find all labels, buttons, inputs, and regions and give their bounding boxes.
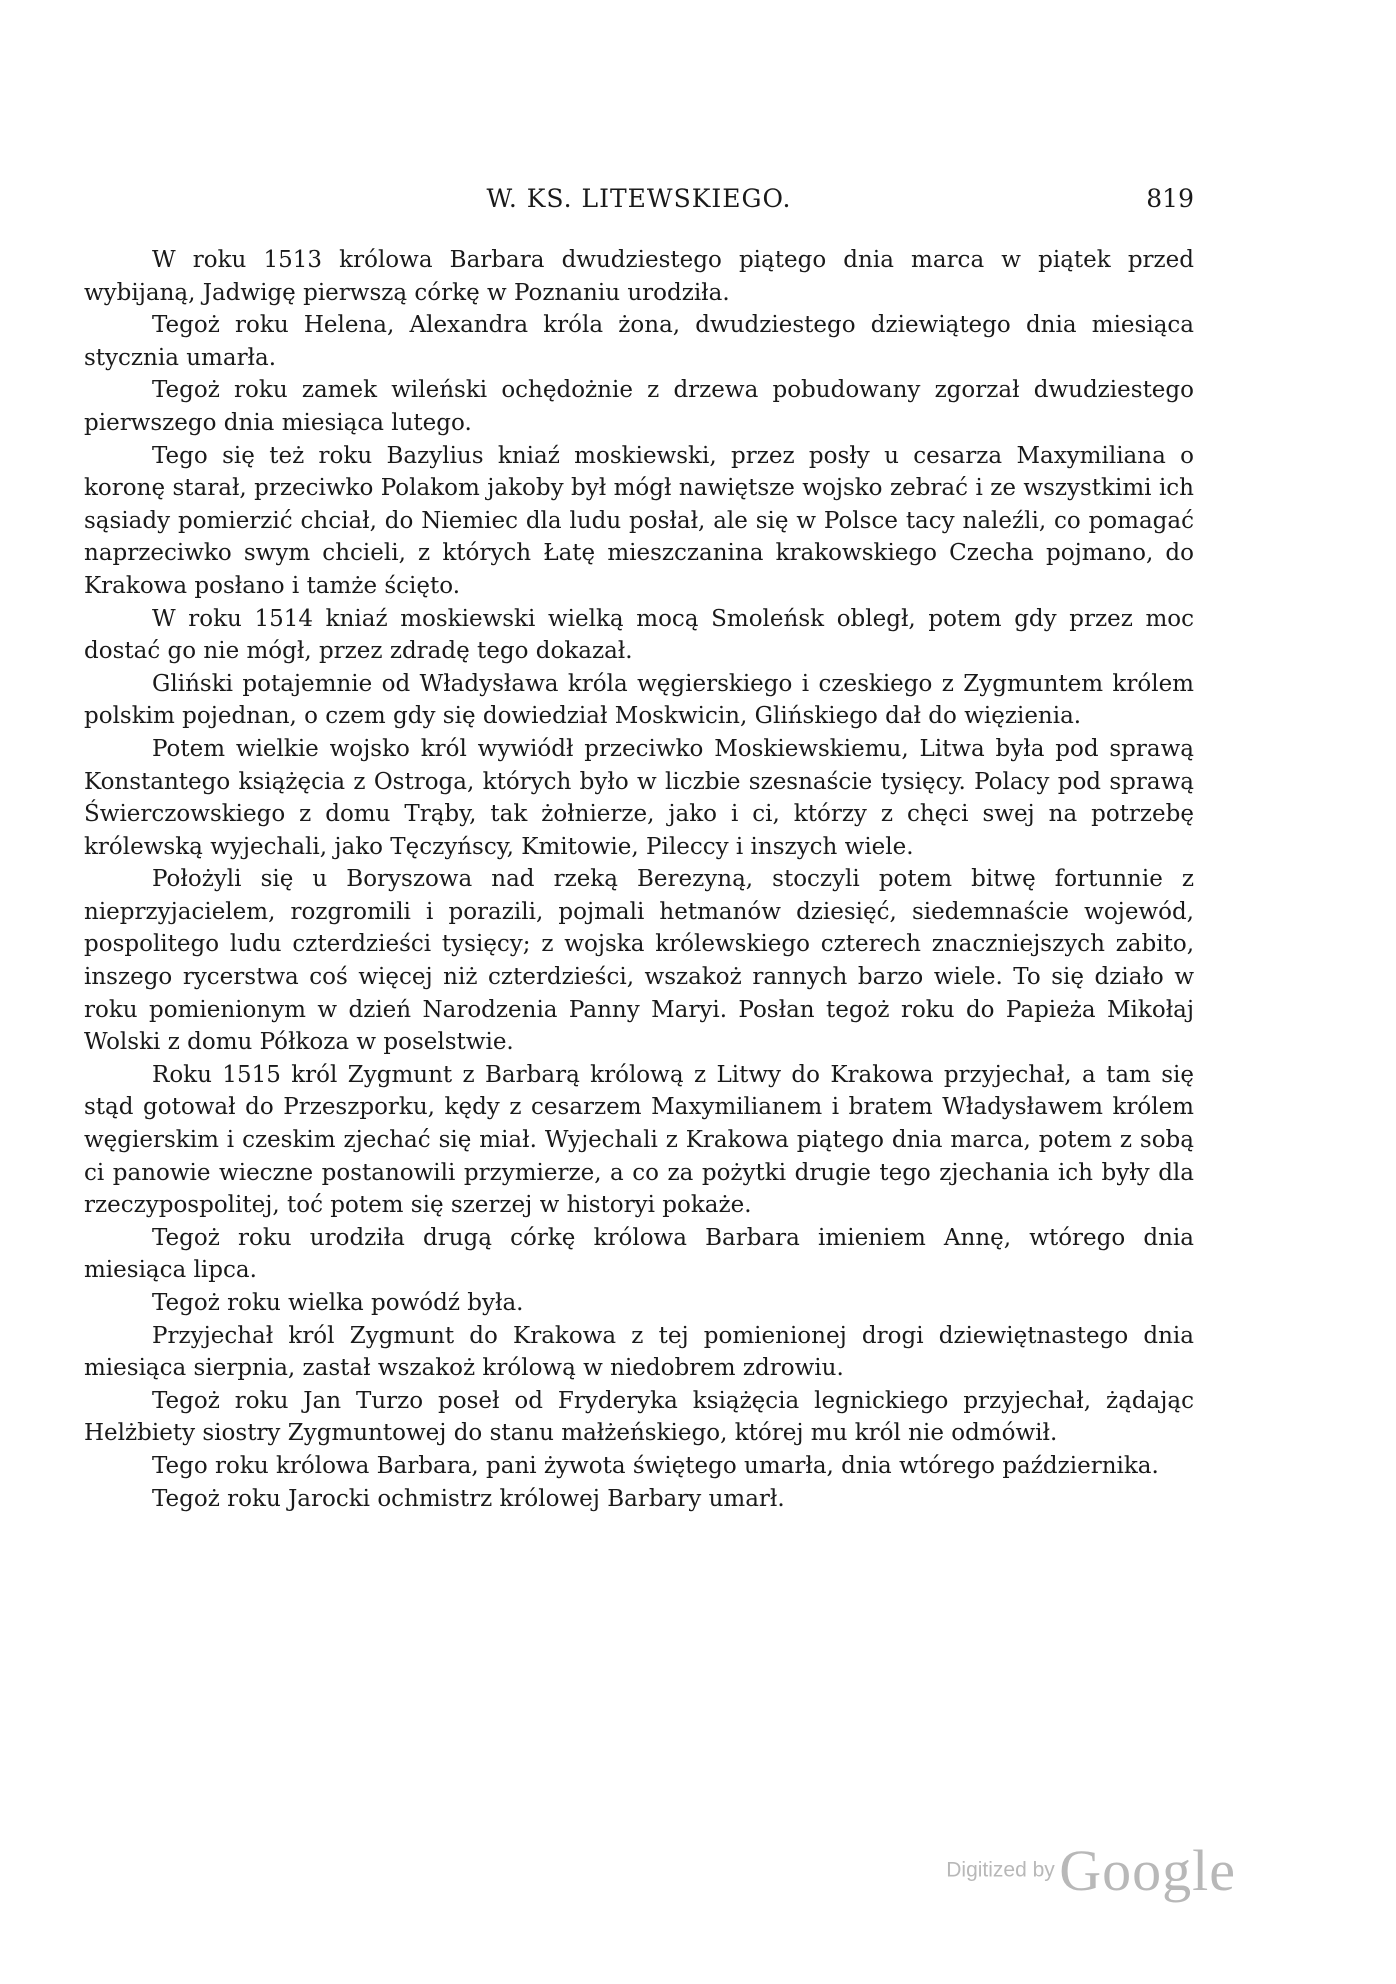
paragraph: Tegoż roku Jan Turzo poseł od Fryderyka książęcia legnickiego przyjechał, żądając Helżbiety siostry Zygmuntowej do stanu małżeńskiego, której mu król nie odmówił. bbox=[84, 1387, 1194, 1447]
page-number: 819 bbox=[1146, 184, 1194, 213]
paragraph: Tegoż roku wielka powódź była. bbox=[152, 1290, 524, 1316]
paragraph: Położyli się u Boryszowa nad rzeką Berezyną, stoczyli potem bitwę fortunnie z nieprzyjacielem, rozgromili i porazili, pojmali hetmanów dziesięć, siedemnaście wojewód, pospolitego ludu czterdzieści tysięcy; z wojska królewskiego czterech znaczniejszych zabito, inszego rycerstwa coś więcej niż czterdzieści, wszakoż rannych barzo wiele. To się działo w roku pomienionym w dzień Narodzenia Panny Maryi. Posłan tegoż roku do Papieża Mikołaj Wolski z domu Półkoza w poselstwie. bbox=[84, 866, 1194, 1056]
paragraph: Roku 1515 król Zygmunt z Barbarą królową z Litwy do Krakowa przyjechał, a tam się stąd gotował do Przeszporku, kędy z cesarzem Maxymilianem i bratem Władysławem królem węgierskim i czeskim zjechać się miał. Wyjechali z Krakowa piątego dnia marca, potem z sobą ci panowie wieczne postanowili przymierze, a co za pożytki drugie tego zjechania ich były dla rzeczypospolitej, toć potem się szerzej w historyi pokaże. bbox=[84, 1061, 1194, 1219]
paragraph: Tegoż roku Helena, Alexandra króla żona, dwudziestego dziewiątego dnia miesiąca stycznia umarła. bbox=[84, 312, 1194, 371]
digitized-by-google-watermark bbox=[946, 1837, 1236, 1904]
paragraph: Tegoż roku urodziła drugą córkę królowa Barbara imieniem Annę, wtórego dnia miesiąca lipca. bbox=[84, 1224, 1194, 1284]
paragraph: Potem wielkie wojsko król wywiódł przeciwko Moskiewskiemu, Litwa była pod sprawą Konstantego książęcia z Ostroga, których było w liczbie szesnaście tysięcy. Polacy pod sprawą Świerczowskiego z domu Trąby, tak żołnierze, jako i ci, którzy z chęci swej na potrzebę królewską wyjechali, jako Tęczyńscy, Kmitowie, Pileccy i inszych wiele. bbox=[84, 735, 1194, 860]
body-text bbox=[84, 244, 1194, 1515]
paragraph: Tegoż roku zamek wileński ochędożnie z drzewa pobudowany zgorzał dwudziestego pierwszego dnia miesiąca lutego. bbox=[84, 377, 1194, 436]
paragraph: W roku 1513 królowa Barbara dwudziestego piątego dnia marca w piątek przed wybijaną, Jadwigę pierwszą córkę w Poznaniu urodziła. bbox=[84, 247, 1194, 306]
paragraph: W roku 1514 kniaź moskiewski wielką mocą Smoleńsk obległ, potem gdy przez moc dostać go nie mógł, przez zdradę tego dokazał. bbox=[84, 605, 1194, 665]
google-logo: Google bbox=[1059, 1838, 1236, 1903]
paragraph: Gliński potajemnie od Władysława króla węgierskiego i czeskiego z Zygmuntem królem polskim pojednan, o czem gdy się dowiedział Moskwicin, Glińskiego dał do więzienia. bbox=[84, 670, 1194, 730]
paragraph: Tego się też roku Bazylius kniaź moskiewski, przez posły u cesarza Maxymiliana o koronę starał, przeciwko Polakom jakoby był mógł nawiętsze wojsko zebrać i ze wszystkimi ich sąsiady pomierzić chciał, do Niemiec dla ludu posłał, ale się w Polsce tacy naleźli, co pomagać naprzeciwko swym chcieli, z których Łatę mieszczanina krakowskiego Czecha pojmano, do Krakowa posłano i tamże ścięto. bbox=[84, 442, 1194, 599]
paragraph: Przyjechał król Zygmunt do Krakowa z tej pomienionej drogi dziewiętnastego dnia miesiąca sierpnia, zastał wszakoż królową w niedobrem zdrowiu. bbox=[84, 1322, 1194, 1382]
paragraph: Tegoż roku Jarocki ochmistrz królowej Barbary umarł. bbox=[152, 1485, 785, 1512]
paragraph: Tego roku królowa Barbara, pani żywota świętego umarła, dnia wtórego października. bbox=[152, 1452, 1159, 1479]
watermark-prefix: Digitized by bbox=[946, 1858, 1055, 1882]
running-title: W. KS. LITEWSKIEGO. bbox=[486, 184, 792, 213]
running-head bbox=[84, 184, 1194, 224]
